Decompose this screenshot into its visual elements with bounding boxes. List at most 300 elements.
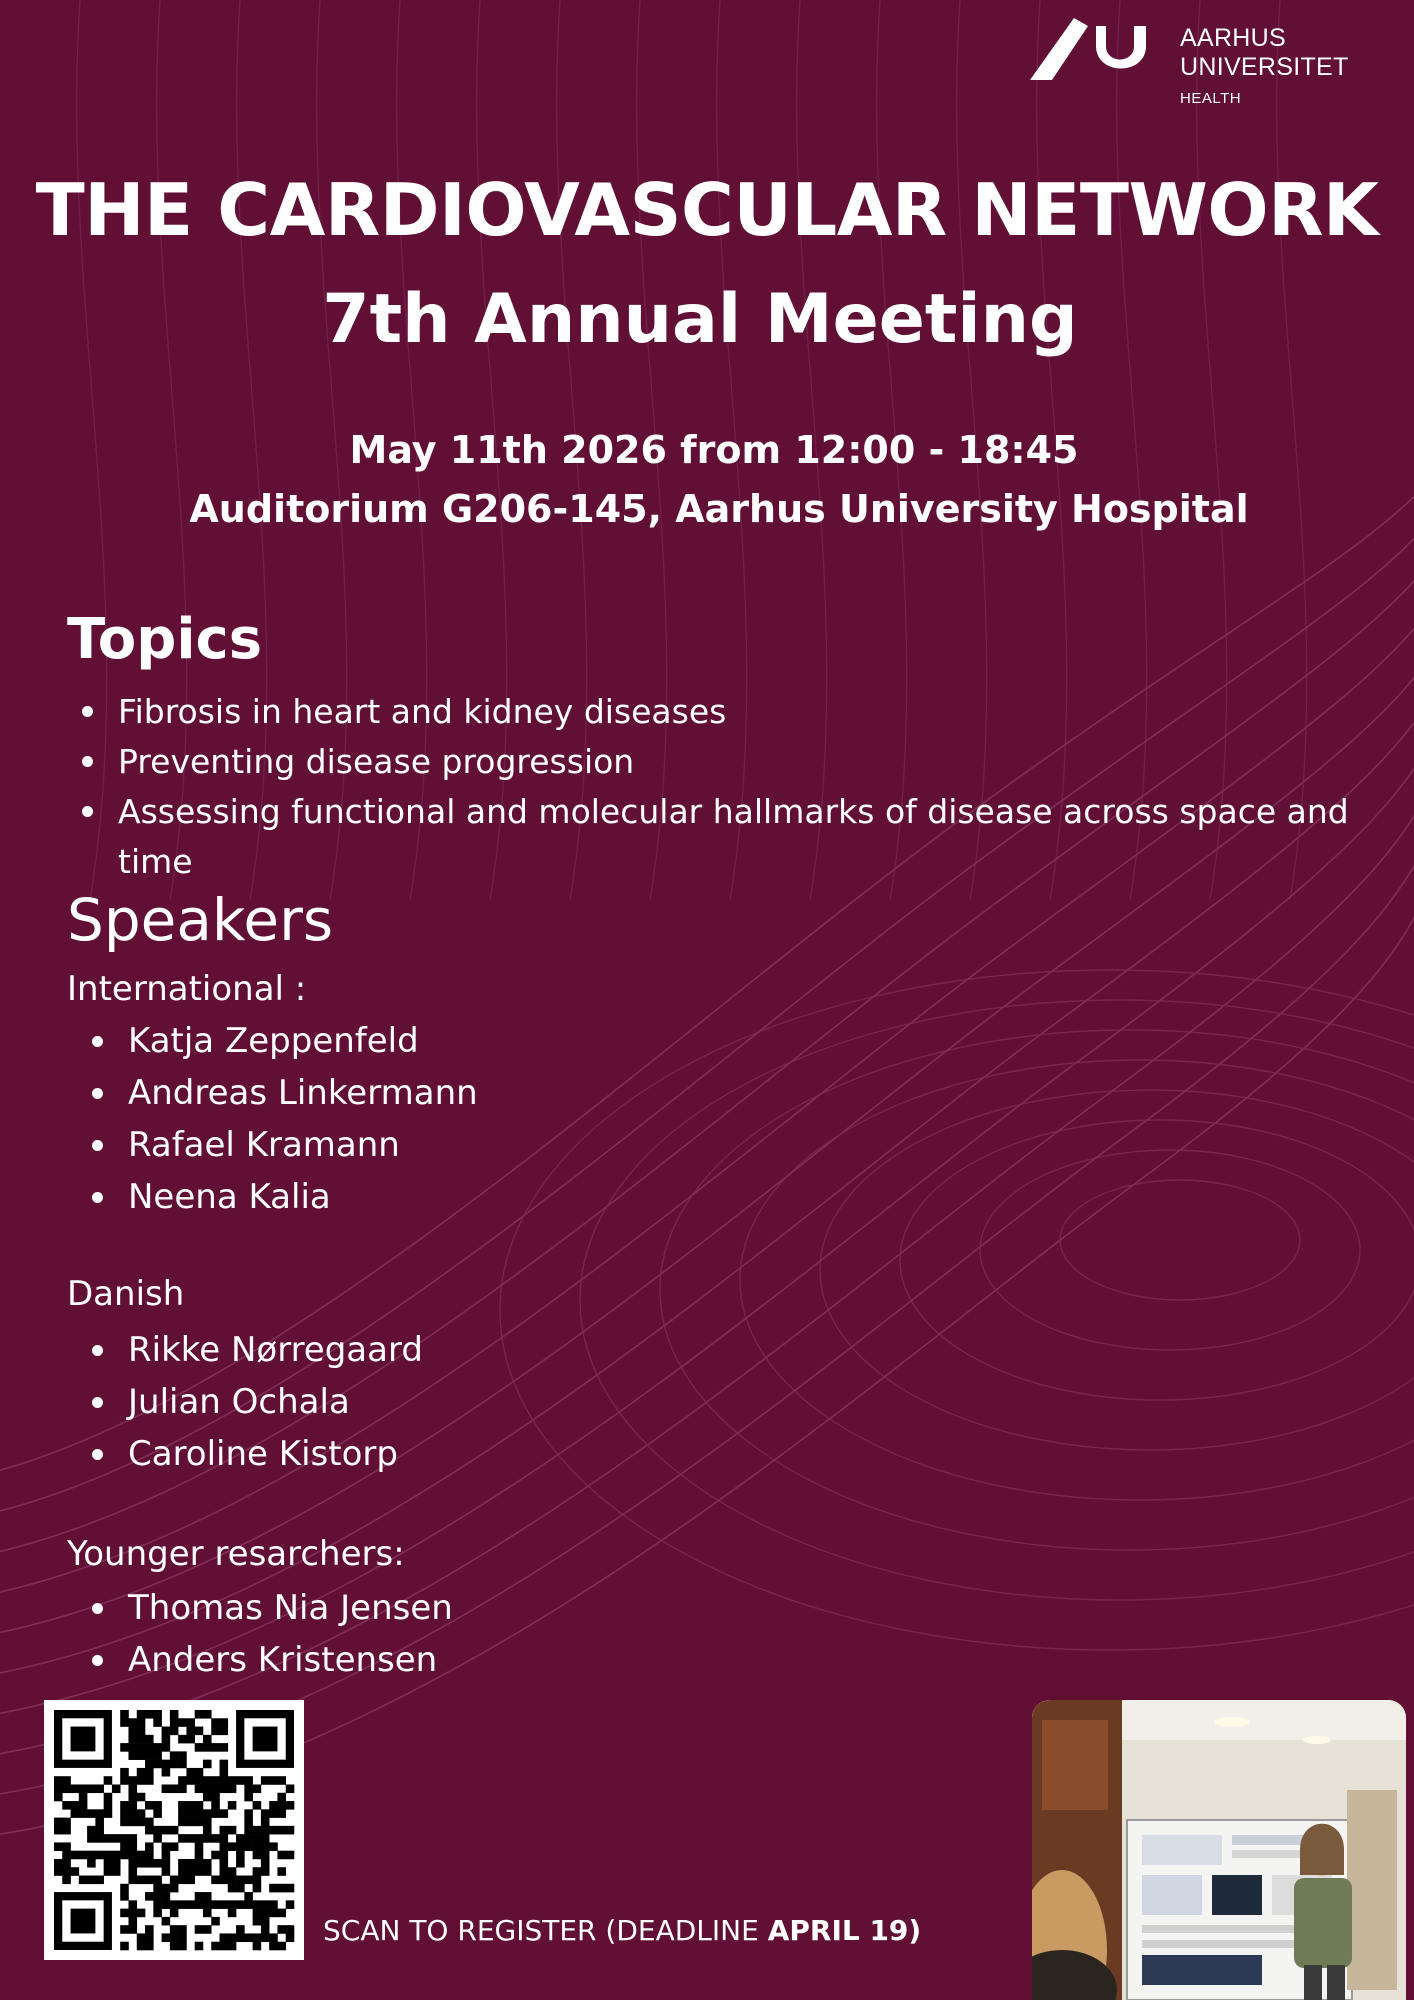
qr-module [253,1900,262,1909]
event-datetime: May 11th 2026 from 12:00 - 18:45 [349,428,1079,472]
qr-module [286,1784,295,1793]
qr-module [220,1826,229,1835]
qr-module [170,1933,179,1942]
bullet-icon [92,1655,103,1666]
qr-module [261,1917,270,1926]
qr-module [153,1751,162,1760]
qr-module [112,1834,121,1843]
bullet-icon [82,806,93,817]
qr-module [145,1818,154,1827]
bullet-icon [92,1140,103,1151]
qr-module [220,1876,229,1885]
qr-module [62,1851,71,1860]
qr-module [203,1760,212,1769]
qr-module [286,1884,295,1893]
qr-module [269,1776,278,1785]
qr-module [137,1768,146,1777]
qr-finder-pattern [71,1909,96,1934]
qr-module [203,1859,212,1868]
qr-module [220,1727,229,1736]
qr-module [244,1776,253,1785]
qr-module [95,1826,104,1835]
qr-module [54,1842,63,1851]
qr-module [211,1942,220,1951]
qr-module [170,1942,179,1951]
speaker-group-danish-label: Danish [67,1274,185,1314]
qr-module [95,1851,104,1860]
qr-module [220,1933,229,1942]
logo-faculty-name: HEALTH [1180,90,1242,107]
qr-module [211,1834,220,1843]
qr-module [54,1793,63,1802]
qr-module [178,1925,187,1934]
qr-module [95,1834,104,1843]
register-call-to-action [323,1914,921,1947]
qr-module [170,1884,179,1893]
list-item [80,787,1360,887]
qr-module [178,1751,187,1760]
qr-module [137,1735,146,1744]
qr-module [170,1876,179,1885]
qr-module [128,1900,137,1909]
qr-module [162,1933,171,1942]
qr-module [253,1884,262,1893]
list-item [90,1171,478,1223]
qr-module [128,1735,137,1744]
qr-module [120,1768,129,1777]
qr-module [269,1900,278,1909]
qr-module [137,1818,146,1827]
qr-module [87,1826,96,1835]
qr-module [170,1710,179,1719]
qr-module [253,1909,262,1918]
qr-module [145,1925,154,1934]
qr-module [120,1801,129,1810]
qr-module [186,1876,195,1885]
event-title: THE CARDIOVASCULAR NETWORK [35,168,1379,252]
qr-module [203,1735,212,1744]
qr-module [120,1818,129,1827]
qr-module [162,1743,171,1752]
qr-module [54,1867,63,1876]
qr-module [128,1859,137,1868]
qr-module [178,1735,187,1744]
qr-module [203,1900,212,1909]
qr-module [87,1859,96,1868]
qr-module [87,1809,96,1818]
qr-module [277,1884,286,1893]
qr-module [120,1710,129,1719]
qr-module [186,1727,195,1736]
bullet-icon [82,756,93,767]
qr-module [220,1760,229,1769]
qr-module [211,1743,220,1752]
qr-module [186,1818,195,1827]
qr-module [95,1818,104,1827]
qr-module [195,1851,204,1860]
qr-finder-pattern [253,1727,278,1752]
qr-module [145,1851,154,1860]
qr-module [228,1900,237,1909]
qr-module [112,1859,121,1868]
qr-module [211,1718,220,1727]
qr-module [137,1710,146,1719]
qr-module [104,1851,113,1860]
qr-module [261,1809,270,1818]
qr-module [112,1851,121,1860]
qr-module [162,1851,171,1860]
qr-module [220,1809,229,1818]
qr-module [203,1784,212,1793]
list-item [90,1634,453,1686]
qr-module [195,1892,204,1901]
qr-module [269,1933,278,1942]
qr-module [128,1784,137,1793]
qr-module [162,1735,171,1744]
qr-module [236,1851,245,1860]
qr-module [178,1760,187,1769]
qr-module [236,1834,245,1843]
qr-module [137,1909,146,1918]
qr-module [211,1900,220,1909]
qr-module [244,1892,253,1901]
registration-qr-code[interactable] [44,1700,304,1960]
qr-module [128,1743,137,1752]
list-item [90,1119,478,1171]
qr-module [162,1784,171,1793]
qr-module [203,1793,212,1802]
qr-module [137,1876,146,1885]
qr-module [203,1818,212,1827]
qr-module [253,1826,262,1835]
qr-module [112,1784,121,1793]
qr-module [137,1809,146,1818]
qr-module [162,1859,171,1868]
qr-module [236,1933,245,1942]
qr-module [203,1925,212,1934]
qr-module [236,1776,245,1785]
qr-module [269,1826,278,1835]
qr-module [178,1718,187,1727]
qr-module [128,1818,137,1827]
speaker-list-younger [90,1582,453,1686]
qr-module [236,1900,245,1909]
qr-module [137,1751,146,1760]
qr-module [186,1735,195,1744]
qr-module [228,1942,237,1951]
qr-module [244,1900,253,1909]
qr-module [104,1793,113,1802]
qr-module [220,1776,229,1785]
qr-module [87,1851,96,1860]
qr-module [186,1776,195,1785]
qr-module [128,1851,137,1860]
qr-module [203,1892,212,1901]
qr-module [104,1801,113,1810]
qr-module [211,1784,220,1793]
qr-module [261,1776,270,1785]
speaker-name: Rikke Nørregaard [128,1330,423,1370]
list-item [90,1428,423,1480]
qr-module [145,1876,154,1885]
qr-module [153,1859,162,1868]
qr-module [195,1784,204,1793]
qr-module [195,1801,204,1810]
qr-module [228,1909,237,1918]
qr-module [203,1809,212,1818]
logo-university-name: AARHUS UNIVERSITET [1180,24,1349,81]
qr-module [253,1933,262,1942]
qr-module [87,1834,96,1843]
qr-module [170,1760,179,1769]
qr-module [220,1900,229,1909]
qr-module [137,1718,146,1727]
qr-module [261,1818,270,1827]
qr-module [137,1942,146,1951]
qr-module [220,1851,229,1860]
qr-module [128,1867,137,1876]
qr-module [137,1793,146,1802]
qr-module [153,1876,162,1885]
qr-module [145,1859,154,1868]
qr-module [195,1768,204,1777]
qr-module [277,1801,286,1810]
qr-module [162,1842,171,1851]
bullet-icon [92,1345,103,1356]
qr-module [145,1842,154,1851]
qr-module [178,1801,187,1810]
qr-module [162,1760,171,1769]
qr-module [178,1900,187,1909]
qr-module [128,1801,137,1810]
speaker-name: Neena Kalia [128,1177,331,1217]
qr-module [286,1933,295,1942]
qr-module [170,1925,179,1934]
qr-module [128,1925,137,1934]
qr-module [145,1776,154,1785]
qr-module [211,1727,220,1736]
qr-module [277,1826,286,1835]
qr-module [220,1867,229,1876]
event-subtitle: 7th Annual Meeting [322,280,1078,359]
qr-module [236,1859,245,1868]
qr-module [277,1851,286,1860]
qr-module [261,1909,270,1918]
qr-module [120,1892,129,1901]
university-logo [1030,18,1370,118]
qr-module [104,1809,113,1818]
qr-module [261,1867,270,1876]
qr-module [195,1743,204,1752]
qr-module [128,1876,137,1885]
qr-module [162,1768,171,1777]
speaker-name: Anders Kristensen [128,1640,438,1680]
qr-module [170,1826,179,1835]
list-item [90,1015,478,1067]
qr-module [195,1710,204,1719]
qr-module [71,1867,80,1876]
qr-module [178,1776,187,1785]
qr-module [195,1867,204,1876]
qr-module [236,1884,245,1893]
qr-module [128,1917,137,1926]
qr-module [137,1727,146,1736]
qr-module [153,1884,162,1893]
qr-module [128,1909,137,1918]
qr-module [203,1743,212,1752]
qr-module [153,1743,162,1752]
qr-module [71,1851,80,1860]
poster-session-photo-icon [1032,1700,1406,2000]
qr-module [120,1909,129,1918]
list-item [80,687,1360,737]
qr-module [128,1842,137,1851]
qr-module [253,1942,262,1951]
list-item [90,1582,453,1634]
qr-module [170,1718,179,1727]
qr-module [79,1793,88,1802]
qr-module [104,1834,113,1843]
qr-module [145,1735,154,1744]
qr-module [178,1933,187,1942]
qr-module [170,1784,179,1793]
topic-text: Fibrosis in heart and kidney diseases [118,692,727,731]
event-venue: Auditorium G206-145, Aarhus University Hospital [189,487,1249,531]
qr-module [62,1842,71,1851]
qr-module [79,1801,88,1810]
qr-module [162,1884,171,1893]
qr-module [220,1834,229,1843]
qr-module [170,1842,179,1851]
qr-module [286,1826,295,1835]
qr-module [120,1942,129,1951]
speakers-heading: Speakers [67,886,334,954]
qr-module [195,1776,204,1785]
bullet-icon [92,1603,103,1614]
qr-module [145,1892,154,1901]
qr-module [95,1809,104,1818]
qr-module [162,1917,171,1926]
qr-module [153,1834,162,1843]
qr-module [162,1867,171,1876]
topics-list [80,687,1360,887]
qr-module [71,1809,80,1818]
qr-module [178,1876,187,1885]
qr-module [211,1809,220,1818]
qr-module [54,1818,63,1827]
speaker-list-international [90,1015,478,1223]
qr-module [236,1876,245,1885]
qr-module [79,1851,88,1860]
qr-module [54,1859,63,1868]
register-text: SCAN TO REGISTER (DEADLINE [323,1914,768,1947]
qr-module [244,1876,253,1885]
list-item [90,1067,478,1119]
qr-module [95,1876,104,1885]
qr-module [178,1784,187,1793]
qr-module [128,1727,137,1736]
qr-module [261,1933,270,1942]
qr-module [95,1784,104,1793]
qr-module [79,1876,88,1885]
qr-module [145,1801,154,1810]
register-deadline: APRIL 19) [767,1914,922,1947]
bullet-icon [92,1192,103,1203]
qr-module [203,1834,212,1843]
qr-module [277,1867,286,1876]
qr-module [186,1859,195,1868]
qr-module [186,1718,195,1727]
qr-module [128,1751,137,1760]
qr-module [104,1859,113,1868]
bullet-icon [82,706,93,717]
qr-module [71,1784,80,1793]
speaker-group-younger-label: Younger resarchers: [67,1534,405,1574]
qr-module [261,1925,270,1934]
speaker-name: Caroline Kistorp [128,1434,398,1474]
qr-module [253,1876,262,1885]
qr-module [277,1793,286,1802]
qr-module [62,1776,71,1785]
qr-module [145,1826,154,1835]
qr-module [145,1743,154,1752]
qr-module [244,1793,253,1802]
qr-module [120,1925,129,1934]
qr-module [261,1842,270,1851]
qr-module [178,1867,187,1876]
qr-module [195,1809,204,1818]
qr-module [220,1743,229,1752]
qr-module [195,1727,204,1736]
speaker-group-international-label: International : [67,969,307,1009]
qr-module [62,1818,71,1827]
qr-module [286,1900,295,1909]
speaker-list-danish [90,1324,423,1480]
qr-module [178,1834,187,1843]
qr-module [54,1776,63,1785]
qr-module [195,1842,204,1851]
qr-module [62,1784,71,1793]
qr-module [286,1925,295,1934]
qr-module [244,1826,253,1835]
qr-module [195,1942,204,1951]
qr-module [277,1942,286,1951]
bullet-icon [92,1449,103,1460]
qr-module [244,1842,253,1851]
qr-module [120,1834,129,1843]
qr-module [195,1818,204,1827]
qr-module [79,1784,88,1793]
qr-module [186,1867,195,1876]
qr-module [253,1784,262,1793]
qr-module [178,1809,187,1818]
list-item [90,1324,423,1376]
qr-module [62,1826,71,1835]
qr-module [269,1809,278,1818]
bullet-icon [92,1036,103,1047]
qr-module [211,1801,220,1810]
qr-module [170,1727,179,1736]
qr-module [220,1718,229,1727]
qr-module [203,1710,212,1719]
qr-module [286,1851,295,1860]
qr-module [261,1826,270,1835]
qr-module [203,1776,212,1785]
qr-module [203,1826,212,1835]
qr-module [228,1801,237,1810]
qr-module [186,1768,195,1777]
qr-code-icon [44,1700,304,1960]
